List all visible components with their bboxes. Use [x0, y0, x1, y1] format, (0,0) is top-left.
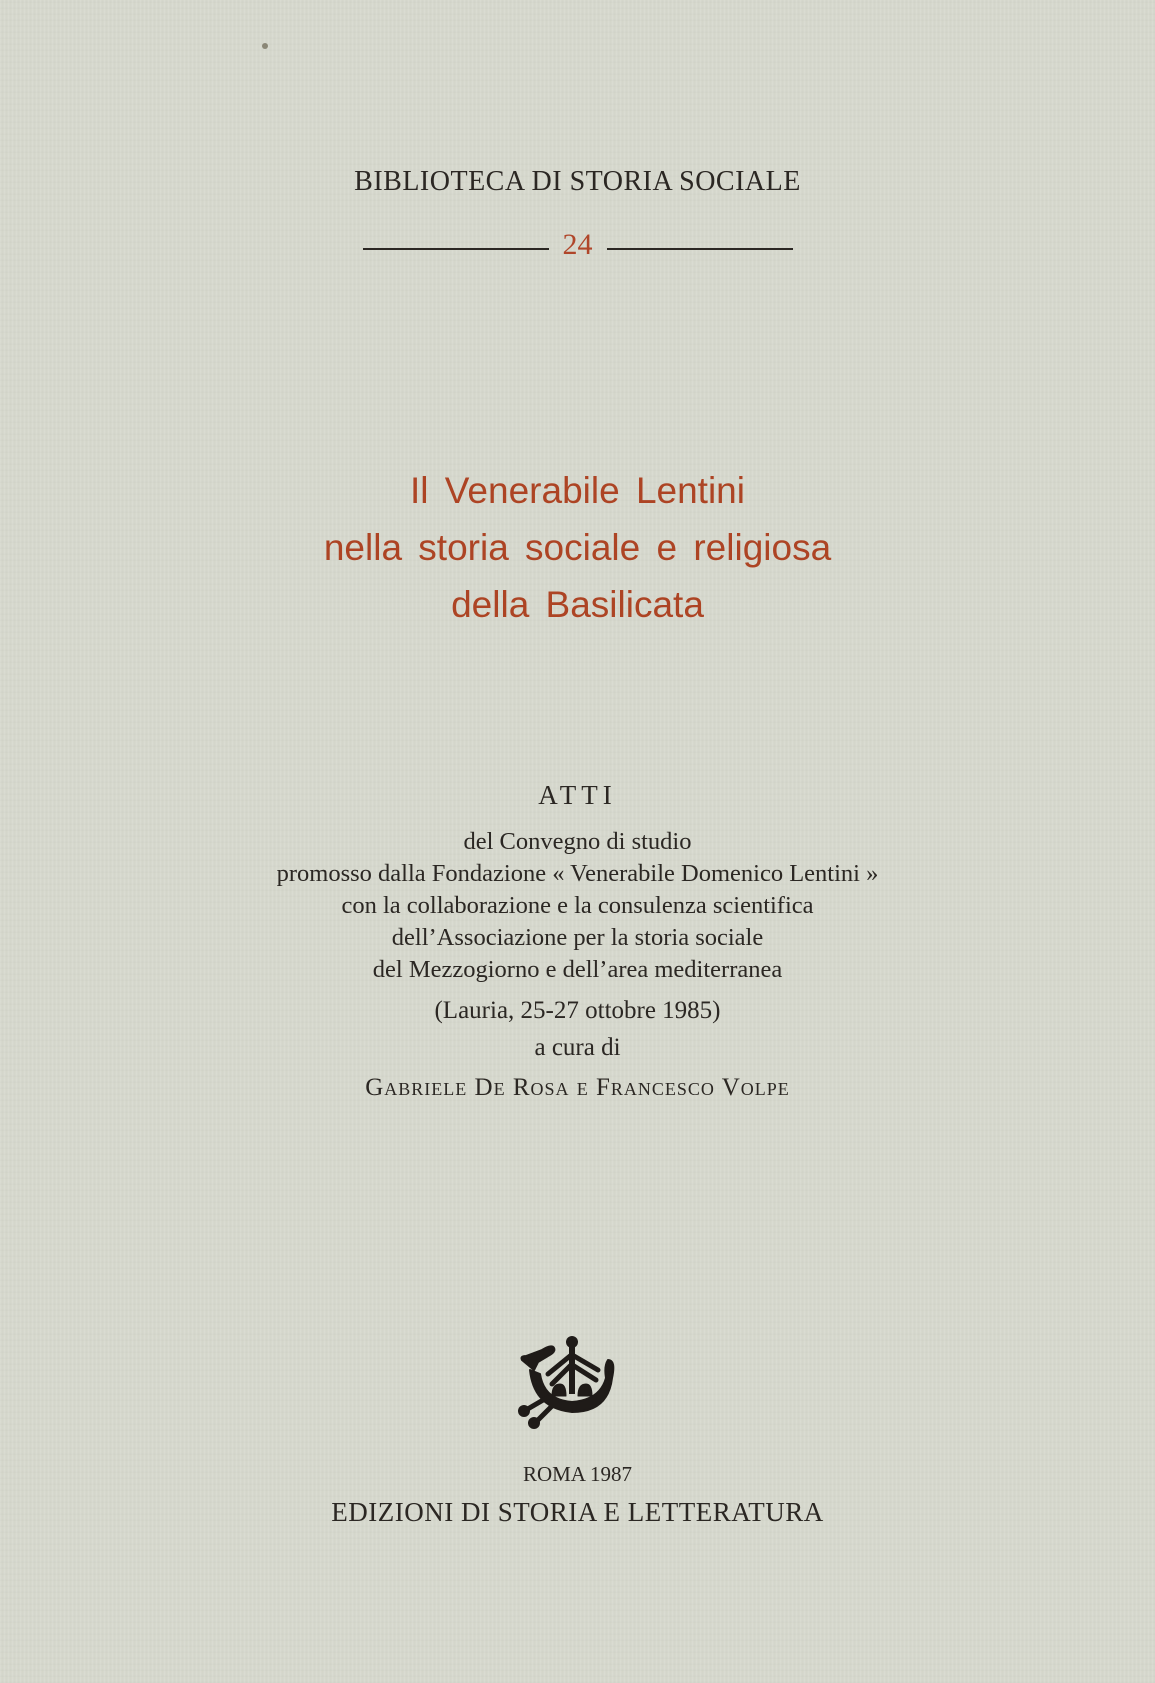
description-line-4: dell’Associazione per la storia sociale: [391, 924, 764, 951]
book-title-line-1: Il Venerabile Lentini: [410, 470, 745, 511]
proceedings-label: ATTI: [538, 780, 617, 810]
description-line-5: del Mezzogiorno e dell’area mediterranea: [372, 956, 783, 983]
series-title: BIBLIOTECA DI STORIA SOCIALE: [354, 166, 801, 197]
series-number-row: [0, 230, 1155, 260]
description-line-2: promosso dalla Fondazione « Venerabile Domenico Lentini »: [276, 860, 879, 887]
book-title-line-2: nella storia sociale e religiosa: [323, 527, 832, 568]
publisher-name: EDIZIONI DI STORIA E LETTERATURA: [331, 1497, 824, 1527]
book-title: [0, 462, 1155, 633]
book-title-line-3: della Basilicata: [451, 584, 704, 625]
curated-by-label: a cura di: [534, 1034, 621, 1061]
conference-date-place: (Lauria, 25-27 ottobre 1985): [434, 997, 721, 1024]
description-line-3: con la collaborazione e la consulenza scientifica: [341, 892, 814, 919]
paper-speck: [262, 43, 268, 49]
right-rule-divider: [607, 248, 793, 250]
left-rule-divider: [363, 248, 549, 250]
series-number: 24: [562, 228, 593, 261]
proceedings-description: [0, 826, 1155, 986]
editors: Gabriele De Rosa e Francesco Volpe: [365, 1074, 790, 1101]
imprint-city-year: ROMA 1987: [522, 1462, 633, 1486]
ship-emblem-icon: [512, 1330, 632, 1430]
description-line-1: del Convegno di studio: [463, 828, 692, 855]
